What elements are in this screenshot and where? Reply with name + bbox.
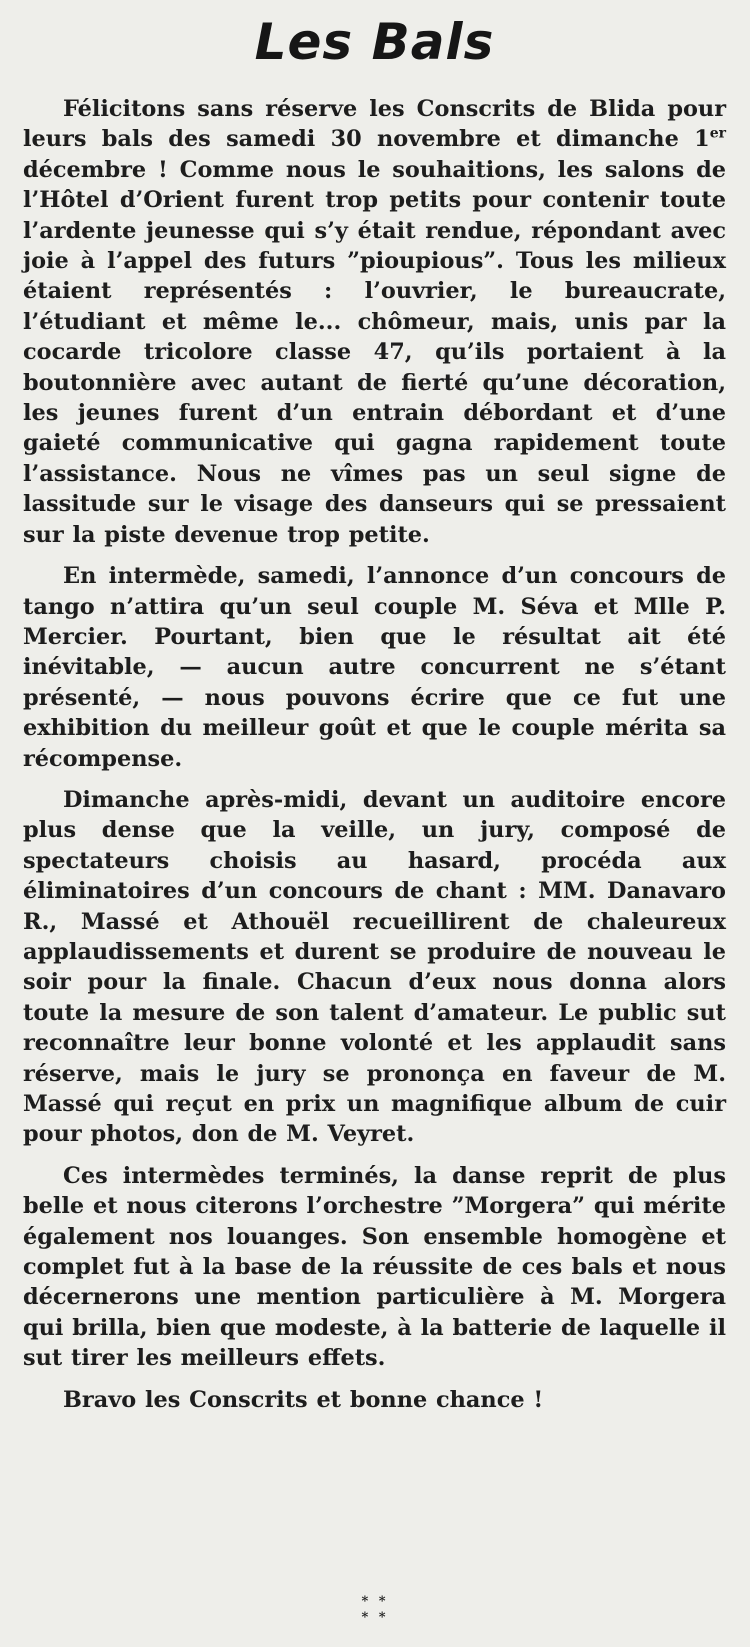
paragraph-tango-contest: En intermède, samedi, l’annonce d’un concours de tango n’attira qu’un seul couple M. Séva et Mlle P. Mercier. Pourtant, bien que le résultat ait été inévitable, — aucun autre concurrent ne s’étant présenté, — nous pouvons écrire que ce fut une exhibition du meilleur goût et que le couple mérita sa récompense. (23, 563, 726, 772)
paragraph-orchestra: Ces intermèdes terminés, la danse reprit de plus belle et nous citerons l’orchestre ”Morgera” qui mérite également nos louanges. Son ensemble homogène et complet fut à la base de la réussite de ces bals et nous décernerons une mention particulière à M. Morgera qui brilla, bien que modeste, à la batterie de laquelle il sut tirer les meilleurs effets. (23, 1162, 726, 1372)
section-ornament (0, 1594, 750, 1626)
ordinal-superscript: er (709, 125, 726, 142)
article-title: Les Bals (254, 13, 495, 71)
paragraph-text-end: décembre ! Comme nous le souhaitions, les salons de l’Hôtel d’Orient furent trop petits pour contenir toute l’ardente jeunesse qui s’y était rendue, répondant avec joie à l’appel des futurs ”pioupious”. Tous les milieux étaient représentés : l’ouvrier, le bureaucrate, l’étudiant et même le... chômeur, mais, unis par la cocarde tricolore classe 47, qu’ils portaient à la boutonnière avec autant de fierté qu’une décoration, les jeunes furent d’un entrain débordant et d’une gaieté communicative qui gagna rapidement toute l’assistance. Nous ne vîmes pas un seul signe de lassitude sur le visage des danseurs qui se pressaient sur la piste devenue trop petite. (23, 156, 726, 548)
paragraph-conscrits-bals (23, 94, 726, 550)
ornament-bottom-stars: * * (361, 1610, 389, 1625)
paragraph-closing: Bravo les Conscrits et bonne chance ! (63, 1386, 544, 1413)
ornament-top-stars: * * (361, 1594, 389, 1609)
paragraph-text-start: Félicitons sans réserve les Conscrits de Blida pour leurs bals des samedi 30 novembre et dimanche 1 (23, 96, 726, 153)
paragraph-singing-contest: Dimanche après-midi, devant un auditoire encore plus dense que la veille, un jury, composé de spectateurs choisis au hasard, procéda aux éliminatoires d’un concours de chant : MM. Danavaro R., Massé et Athouël recueillirent de chaleureux applaudissements et durent se produire de nouveau le soir pour la finale. Chacun d’eux nous donna alors toute la mesure de son talent d’amateur. Le public sut reconnaître leur bonne volonté et les applaudit sans réserve, mais le jury se prononça en faveur de M. Massé qui reçut en prix un magnifique album de cuir pour photos, don de M. Veyret. (23, 786, 726, 1148)
